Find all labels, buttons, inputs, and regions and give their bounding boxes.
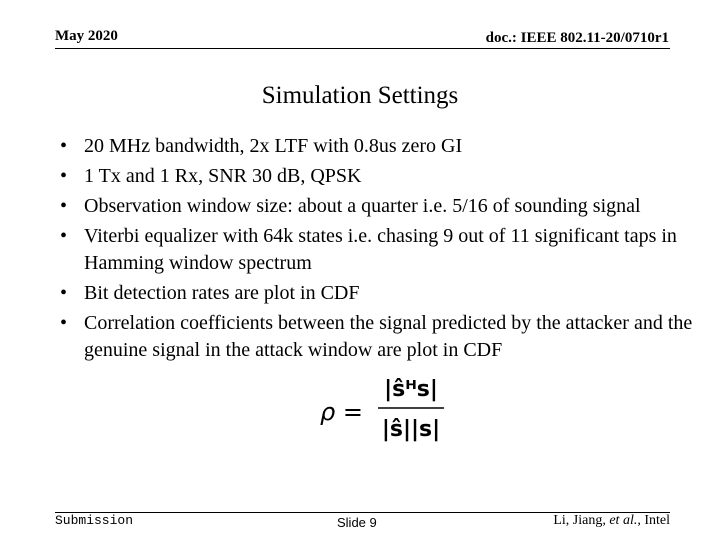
bullet-list <box>60 133 705 367</box>
footer-authors-org: , Intel <box>637 513 670 528</box>
bullet-item <box>60 133 705 160</box>
bullet-item <box>60 193 705 220</box>
bullet-icon: • <box>60 312 68 334</box>
bullet-icon: • <box>60 165 68 187</box>
bullet-icon: • <box>60 225 68 247</box>
bullet-icon: • <box>60 195 68 217</box>
formula-denominator: |ŝ||s| <box>381 417 441 442</box>
header-doc-id: doc.: IEEE 802.11-20/0710r1 <box>485 30 669 46</box>
formula-lhs: ρ = <box>320 398 363 426</box>
bullet-text: 1 Tx and 1 Rx, SNR 30 dB, QPSK <box>84 165 362 187</box>
bullet-text: Viterbi equalizer with 64k states i.e. chasing 9 out of 11 significant taps in Hamming window spectrum <box>84 225 677 274</box>
footer-authors-names: Li, Jiang, <box>553 513 610 528</box>
header-date: May 2020 <box>55 28 118 44</box>
header-divider <box>55 48 670 49</box>
bullet-item <box>60 280 705 307</box>
correlation-formula <box>318 368 458 446</box>
bullet-text: 20 MHz bandwidth, 2x LTF with 0.8us zero GI <box>84 135 463 157</box>
bullet-text: Correlation coefficients between the signal predicted by the attacker and the genuine signal in the attack window are plot in CDF <box>84 312 693 361</box>
bullet-item <box>60 163 705 190</box>
formula-numerator: |ŝᴴs| <box>384 377 438 402</box>
bullet-icon: • <box>60 282 68 304</box>
footer-slide-number: Slide 9 <box>337 515 377 530</box>
slide-title: Simulation Settings <box>261 82 459 109</box>
bullet-text: Observation window size: about a quarter i.e. 5/16 of sounding signal <box>84 195 641 217</box>
footer-authors-etal: et al. <box>609 513 638 528</box>
footer-authors <box>553 513 670 529</box>
bullet-text: Bit detection rates are plot in CDF <box>84 282 360 304</box>
footer-submission: Submission <box>55 513 134 528</box>
bullet-icon: • <box>60 135 68 157</box>
bullet-item <box>60 310 705 364</box>
bullet-item <box>60 223 705 277</box>
